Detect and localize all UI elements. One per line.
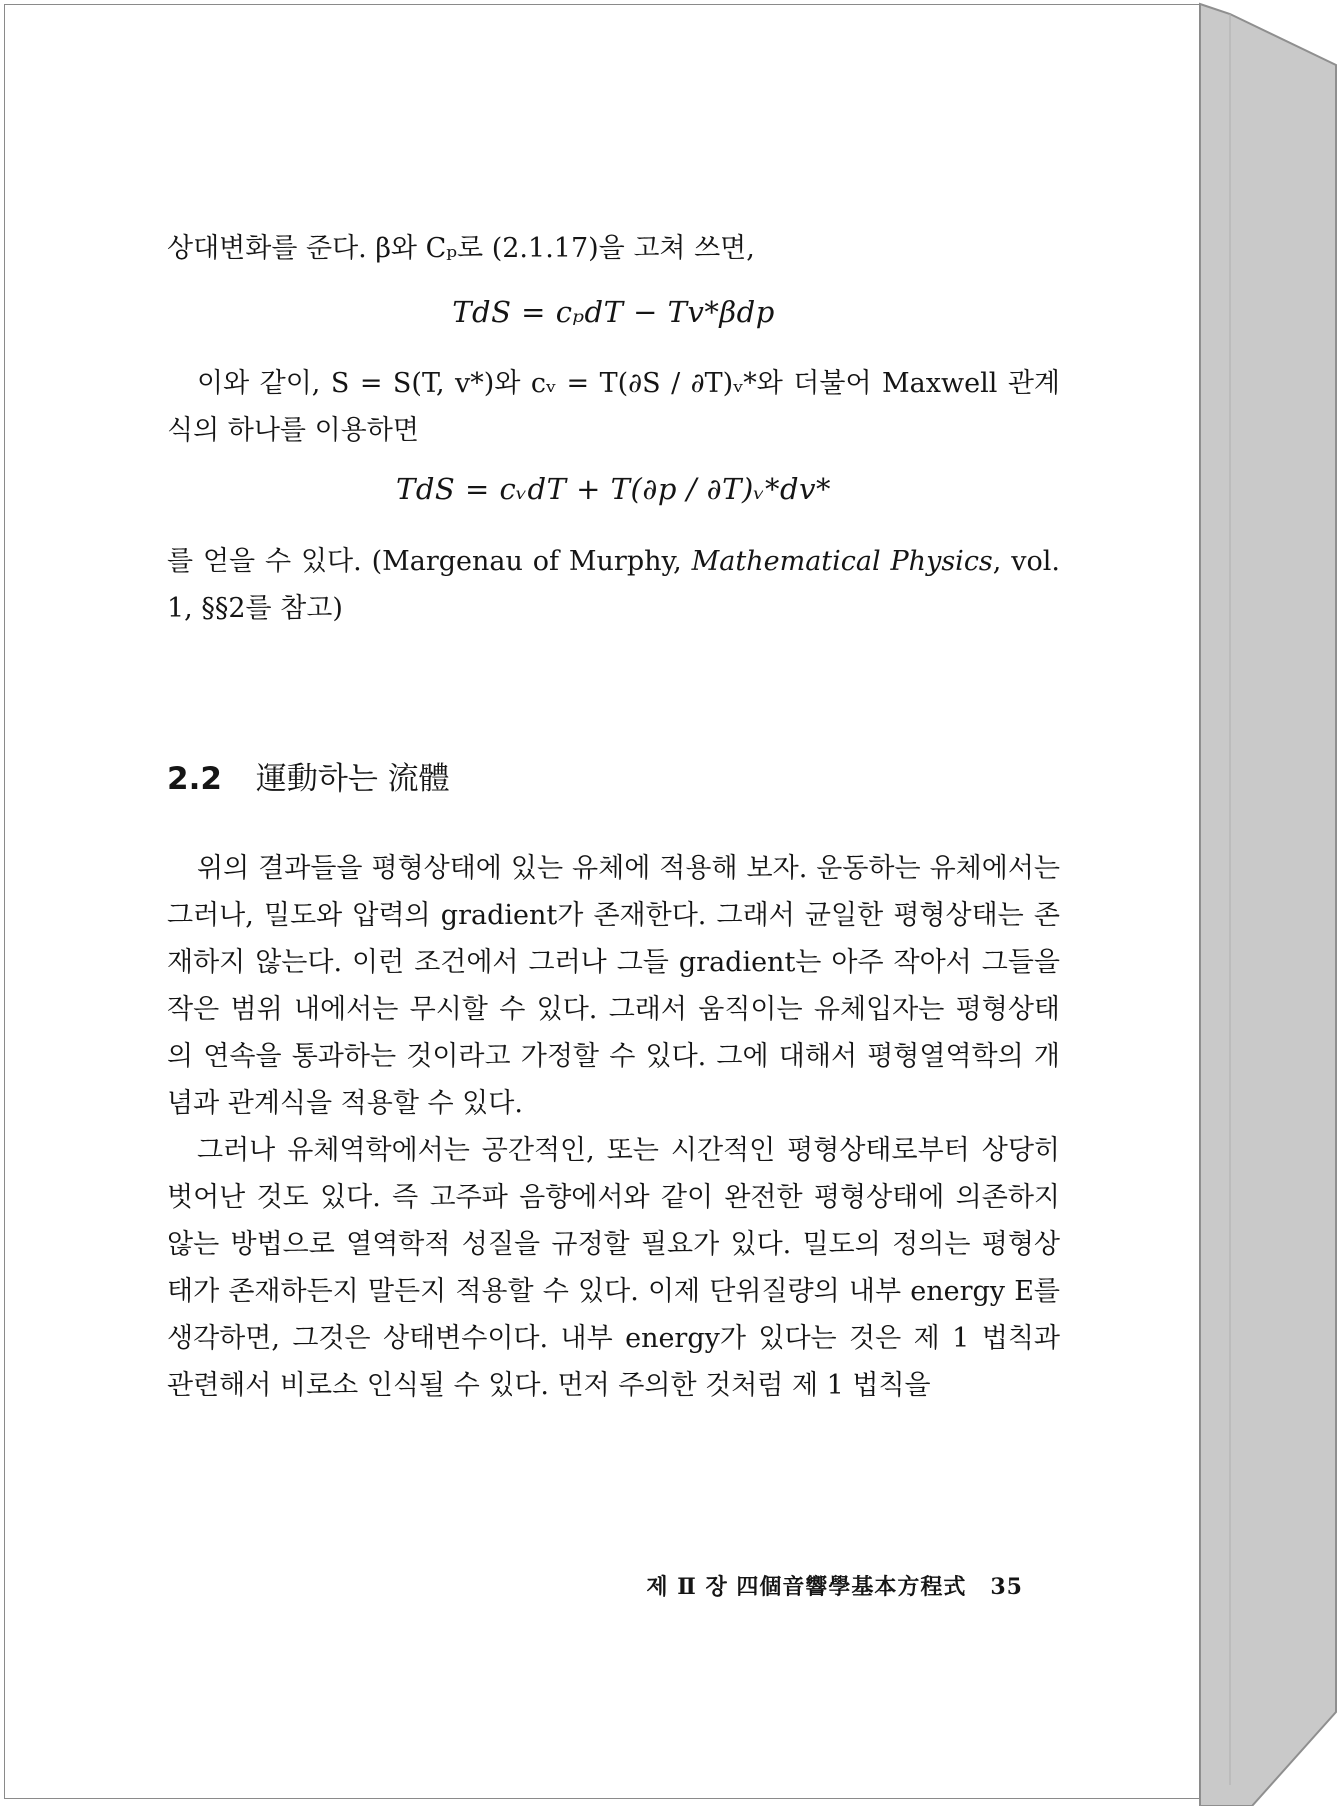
equation-block-1 [167, 295, 1060, 329]
book-page [4, 4, 1200, 1799]
page-footer [646, 1570, 1023, 1601]
section-intro [167, 225, 1060, 272]
page-stack-edge [1200, 4, 1336, 1806]
maxwell-paragraph: 이와 같이, S = S(T, v*)와 cᵥ = T(∂S / ∂T)ᵥ*와 더불어 Maxwell 관계식의 하나를 이용하면 [167, 368, 1060, 446]
page-number: 35 [990, 1574, 1023, 1600]
running-footer-chapter: 제 Ⅱ 장 四個音響學基本方程式 [646, 1574, 967, 1600]
intro-line: 상대변화를 준다. β와 Cₚ로 (2.1.17)을 고쳐 쓰면, [167, 233, 755, 264]
reference-text-start: 를 얻을 수 있다. (Margenau of Murphy, [167, 546, 692, 577]
body-paragraph-1: 위의 결과들을 평형상태에 있는 유체에 적용해 보자. 운동하는 유체에서는 그러나, 밀도와 압력의 gradient가 존재한다. 그래서 균일한 평형상태는 존재하지 않는다. 이런 조건에서 그러나 그들 gradient는 아주 작아서 그들을 작은 범위 내에서는 무시할 수 있다. 그래서 움직이는 유체입자는 평형상태의 연속을 통과하는 것이라고 가정할 수 있다. 그에 대해서 평형열역학의 개념과 관계식을 적용할 수 있다. [167, 853, 1060, 1119]
section-title: 運動하는 流體 [255, 761, 450, 797]
equation-block-2 [167, 472, 1060, 506]
paragraph-reference [167, 538, 1060, 632]
section-heading [167, 753, 1060, 798]
reference-text-end: , vol. 1, §§2를 참고) [167, 546, 1060, 624]
section-body [167, 845, 1060, 1409]
section-number: 2.2 [167, 761, 222, 797]
equation-tds-cv: TdS = cᵥdT + T(∂p / ∂T)ᵥ*dv* [395, 472, 832, 506]
body-paragraph-2: 그러나 유체역학에서는 공간적인, 또는 시간적인 평형상태로부터 상당히 벗어난 것도 있다. 즉 고주파 음향에서와 같이 완전한 평형상태에 의존하지 않는 방법으로 열역학적 성질을 규정할 필요가 있다. 밀도의 정의는 평형상태가 존재하든지 말든지 적용할 수 있다. 이제 단위질량의 내부 energy E를 생각하면, 그것은 상태변수이다. 내부 energy가 있다는 것은 제 1 법칙과 관련해서 비로소 인식될 수 있다. 먼저 주의한 것처럼 제 1 법칙을 [167, 1135, 1060, 1401]
reference-book-title: Mathematical Physics [691, 546, 993, 577]
section-heading-block [167, 753, 1060, 798]
equation-tds-cp: TdS = cₚdT − Tv*βdp [452, 295, 775, 329]
paragraph-maxwell [167, 360, 1060, 454]
reference-paragraph [167, 538, 1060, 632]
